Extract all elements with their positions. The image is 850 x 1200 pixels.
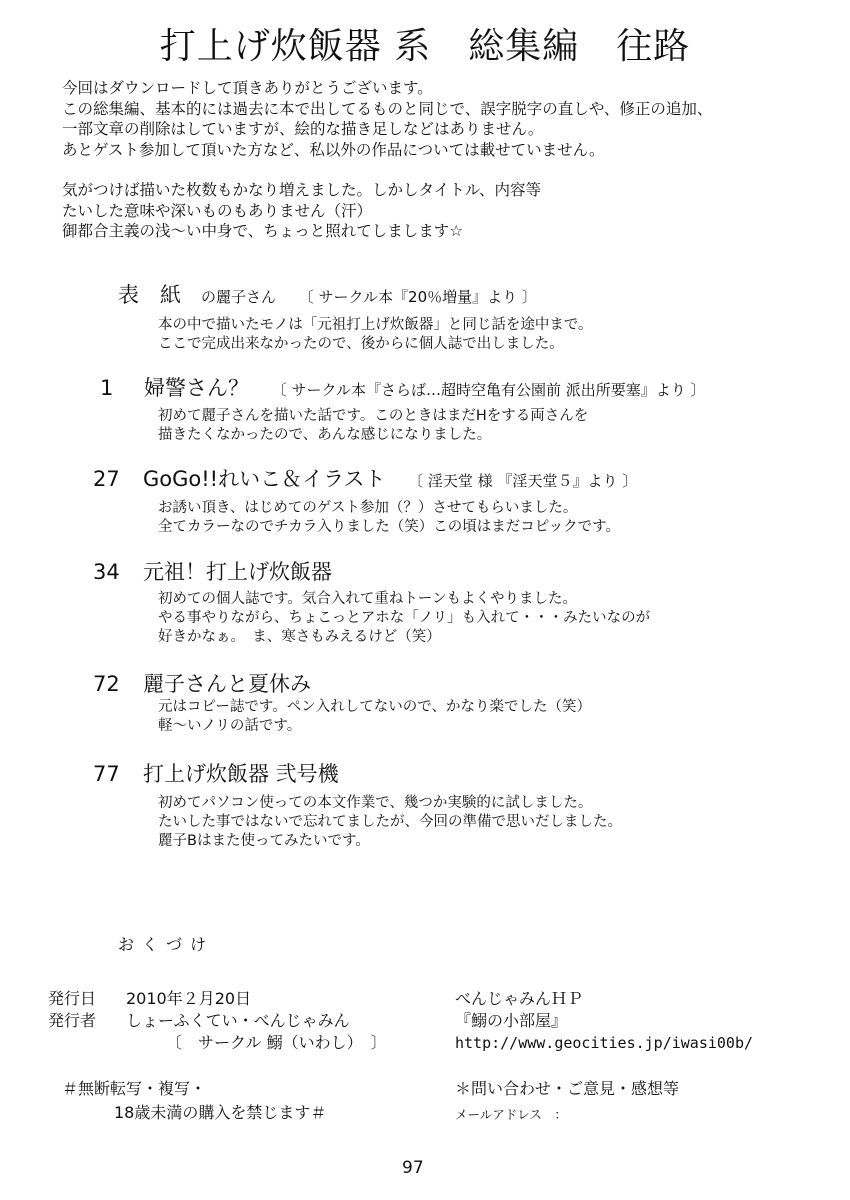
section-body (158, 316, 593, 354)
section-heading (93, 556, 332, 586)
body-line: 全てカラーなのでチカラ入りました（笑）この頃はまだコピックです。 (158, 519, 620, 535)
section-title: の麗子さん (201, 288, 277, 306)
section-heading (100, 372, 706, 402)
section-source: 〔 サークル本『さらば…超時空亀有公園前 派出所要塞』より 〕 (271, 381, 706, 399)
colophon-heading: おくづけ (118, 935, 215, 954)
intro-line: たいした意味や深いものもありません（汗） (62, 201, 373, 220)
intro-line: 気がつけば描いた枚数もかなり増えました。しかしタイトル、内容等 (62, 181, 541, 199)
section-source: 〔 サークル本『20％増量』より 〕 (298, 288, 537, 306)
section-page: 1 (100, 376, 114, 400)
hp-url[interactable]: http://www.geocities.jp/iwasi00b/ (455, 1034, 754, 1052)
section-title: 元祖！打上げ炊飯器 (143, 560, 332, 584)
body-line: 本の中で描いたモノは「元祖打上げ炊飯器」と同じ話を途中まで。 (158, 317, 593, 333)
warning-line: 18歳未満の購入を禁じます＃ (114, 1103, 327, 1122)
section-page: 表 紙 (118, 283, 181, 307)
warning-text (62, 1078, 326, 1124)
section-page: 72 (93, 672, 120, 696)
body-line: 好きかなぁ。 ま、寒さもみえるけど（笑） (158, 629, 441, 645)
section-body (158, 590, 650, 647)
date-label: 発行日 (48, 989, 97, 1008)
section-title: 婦警さん？ (144, 376, 249, 400)
body-line: 描きたくなかったので、あんな感じになりました。 (158, 427, 492, 443)
body-line: 初めての個人誌です。気合入れて重ねトーンもよくやりました。 (158, 591, 578, 607)
circle-name: 〔 サークル 鰯（いわし） 〕 (166, 1033, 387, 1052)
publisher-label: 発行者 (48, 1011, 97, 1030)
section-heading (93, 463, 637, 493)
section-page: 77 (93, 762, 120, 786)
warning-line: ＃無断転写・複写・ (62, 1079, 207, 1098)
intro-line: 今回はダウンロードして頂きありがとうございます。 (62, 79, 433, 97)
mail-label: メールアドレス ： (455, 1107, 567, 1122)
publisher-value: しょーふくてい・べんじゃみん (126, 1011, 350, 1030)
section-title: GoGo!!れいこ＆イラスト (143, 467, 386, 491)
body-line: やる事やりながら、ちょこっとアホな「ノリ」も入れて・・・みたいなのが (158, 610, 651, 626)
section-body (158, 698, 591, 736)
body-line: ここで完成出来なかったので、後からに個人誌で出しました。 (158, 336, 564, 352)
section-heading (93, 668, 311, 698)
section-title: 麗子さんと夏休み (143, 672, 311, 696)
body-line: 元はコピー誌です。ペン入れしてないので、かなり楽でした（笑） (158, 699, 591, 715)
body-line: たいした事ではないで忘れてましたが、今回の準備で思いだしました。 (158, 814, 622, 830)
section-page: 27 (93, 467, 120, 491)
date-value: 2010年２月20日 (126, 989, 252, 1008)
colophon-left (48, 988, 387, 1054)
intro-paragraph-2 (62, 180, 541, 242)
body-line: お誘い頂き、はじめてのゲスト参加（？）させてもらいました。 (158, 500, 578, 516)
body-line: 軽～いノリの話です。 (158, 718, 302, 734)
section-page: 34 (93, 560, 120, 584)
section-heading (93, 758, 339, 788)
intro-line: 一部文章の削除はしていますが、絵的な描き足しなどはありません。 (62, 120, 544, 138)
colophon-right (455, 988, 753, 1054)
body-line: 初めて麗子さんを描いた話です。このときはまだHをする両さんを (158, 408, 589, 424)
hp-name: 『鰯の小部屋』 (455, 1011, 568, 1030)
body-line: 麗子Bはまた使ってみたいです。 (158, 833, 370, 849)
hp-label: べんじゃみんＨＰ (455, 989, 584, 1008)
section-body (158, 407, 588, 445)
intro-line: あとゲスト参加して頂いた方など、私以外の作品については載せていません。 (62, 140, 605, 159)
section-heading (118, 279, 537, 309)
section-source: 〔 淫天堂 様 『淫天堂５』より 〕 (408, 472, 638, 490)
intro-line: この総集編、基本的には過去に本で出してるものと同じで、誤字脱字の直しや、修正の追加、 (62, 99, 713, 118)
section-body (158, 794, 622, 851)
page-title: 打上げ炊飯器 系 総集編 往路 (159, 26, 691, 67)
body-line: 初めてパソコン使っての本文作業で、幾つか実験的に試しました。 (158, 795, 593, 811)
intro-paragraph (62, 78, 712, 160)
intro-line: 御都合主義の浅～い中身で、ちょっと照れてしまします☆ (62, 222, 464, 240)
contact-info (455, 1078, 679, 1126)
contact-label: ＊問い合わせ・ご意見・感想等 (455, 1079, 680, 1098)
section-body (158, 499, 620, 537)
page-number: 97 (402, 1158, 424, 1178)
section-title: 打上げ炊飯器 弐号機 (143, 762, 339, 786)
